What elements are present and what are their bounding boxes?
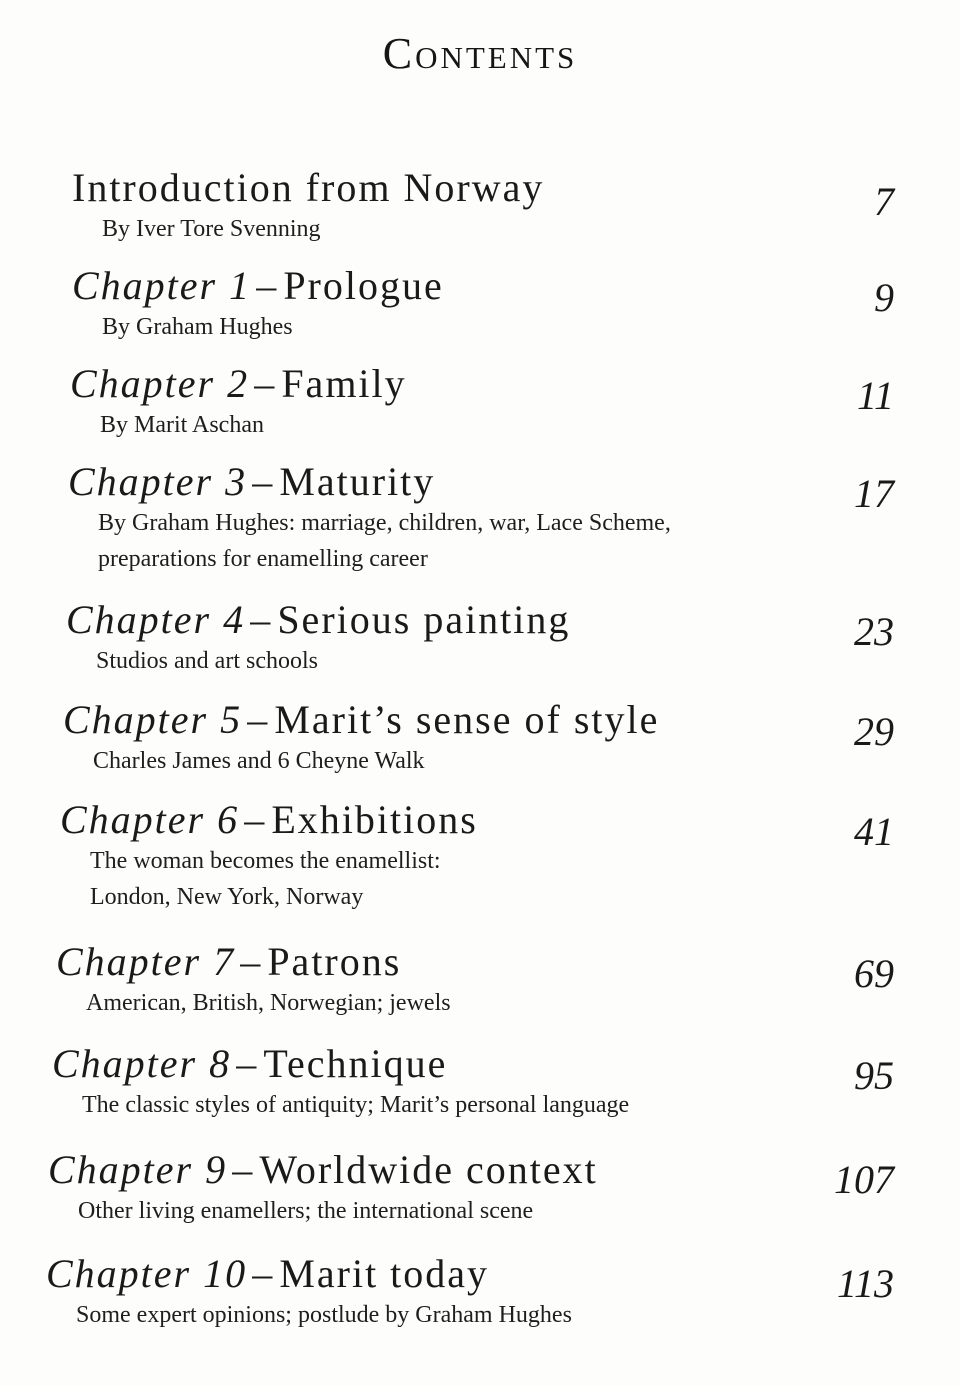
toc-entry-chapter-5[interactable] (63, 696, 659, 779)
page-number: 107 (834, 1157, 894, 1202)
toc-entry-chapter-3[interactable] (68, 458, 671, 577)
entry-title: Worldwide context (259, 1147, 598, 1192)
entry-heading (70, 360, 407, 407)
toc-entry-chapter-10[interactable] (46, 1250, 572, 1333)
dash: – (240, 939, 263, 984)
dash: – (252, 1251, 275, 1296)
entry-title: Family (281, 361, 407, 406)
dash: – (254, 361, 277, 406)
entry-title: Patrons (267, 939, 402, 984)
dash: – (256, 263, 279, 308)
entry-heading (52, 1040, 629, 1087)
page-number: 7 (874, 179, 894, 224)
page-number: 113 (836, 1261, 894, 1306)
page-title: Contents (382, 29, 578, 78)
toc-entry-chapter-7[interactable] (56, 938, 451, 1021)
page-number: 41 (854, 809, 894, 854)
dash: – (232, 1147, 255, 1192)
entry-subtitle: By Marit Aschan (100, 412, 264, 438)
entry-title: Introduction from Norway (72, 165, 545, 210)
entry-subtitle: Charles James and 6 Cheyne Walk (93, 748, 425, 774)
chapter-label: Chapter 2 (70, 361, 250, 406)
toc-entry-chapter-9[interactable] (48, 1146, 598, 1229)
entry-title: Serious painting (277, 597, 571, 642)
entry-title: Maturity (279, 459, 436, 504)
entry-subtitle: Some expert opinions; postlude by Graham Hughes (76, 1302, 572, 1328)
entry-heading (66, 596, 570, 643)
page-number: 95 (854, 1053, 894, 1098)
toc-entry-introduction[interactable] (72, 164, 544, 247)
entry-heading (68, 458, 671, 505)
page-number: 17 (854, 471, 894, 516)
entry-heading (63, 696, 659, 743)
entry-heading (72, 164, 544, 211)
chapter-label: Chapter 8 (52, 1041, 232, 1086)
toc-entry-chapter-1[interactable] (72, 262, 444, 345)
toc-entry-chapter-6[interactable] (60, 796, 478, 915)
entry-subtitle: By Iver Tore Svenning (102, 216, 321, 242)
page-number: 9 (874, 275, 894, 320)
entry-subtitle: American, British, Norwegian; jewels (86, 990, 451, 1016)
dash: – (247, 697, 270, 742)
entry-title: Prologue (283, 263, 444, 308)
entry-title: Marit’s sense of style (274, 697, 660, 742)
chapter-label: Chapter 9 (48, 1147, 228, 1192)
page-number: 69 (854, 951, 894, 996)
chapter-label: Chapter 7 (56, 939, 236, 984)
entry-title: Technique (263, 1041, 448, 1086)
entry-subtitle: The classic styles of antiquity; Marit’s personal language (82, 1092, 630, 1118)
dash: – (250, 597, 273, 642)
page-number: 29 (854, 709, 894, 754)
entry-subtitle: preparations for enamelling career (98, 546, 428, 572)
entry-heading (56, 938, 451, 985)
chapter-label: Chapter 3 (68, 459, 248, 504)
entry-title: Marit today (279, 1251, 490, 1296)
dash: – (244, 797, 267, 842)
entry-heading (72, 262, 444, 309)
entry-heading (48, 1146, 598, 1193)
chapter-label: Chapter 6 (60, 797, 240, 842)
entry-subtitle: By Graham Hughes: marriage, children, war, Lace Scheme, (98, 510, 671, 536)
toc-entry-chapter-8[interactable] (52, 1040, 629, 1123)
page-number: 23 (854, 609, 894, 654)
entry-subtitle: Other living enamellers; the international scene (78, 1198, 534, 1224)
entry-title: Exhibitions (271, 797, 478, 842)
dash: – (252, 459, 275, 504)
chapter-label: Chapter 4 (66, 597, 246, 642)
chapter-label: Chapter 10 (46, 1251, 248, 1296)
dash: – (236, 1041, 259, 1086)
page-number: 11 (856, 373, 894, 418)
toc-entry-chapter-4[interactable] (66, 596, 570, 679)
entry-subtitle: The woman becomes the enamellist: (90, 848, 441, 874)
entry-subtitle: By Graham Hughes (102, 314, 293, 340)
entry-heading (46, 1250, 572, 1297)
chapter-label: Chapter 1 (72, 263, 252, 308)
entry-heading (60, 796, 478, 843)
toc-entry-chapter-2[interactable] (70, 360, 407, 443)
chapter-label: Chapter 5 (63, 697, 243, 742)
entry-subtitle: Studios and art schools (96, 648, 318, 674)
entry-subtitle: London, New York, Norway (90, 884, 364, 910)
